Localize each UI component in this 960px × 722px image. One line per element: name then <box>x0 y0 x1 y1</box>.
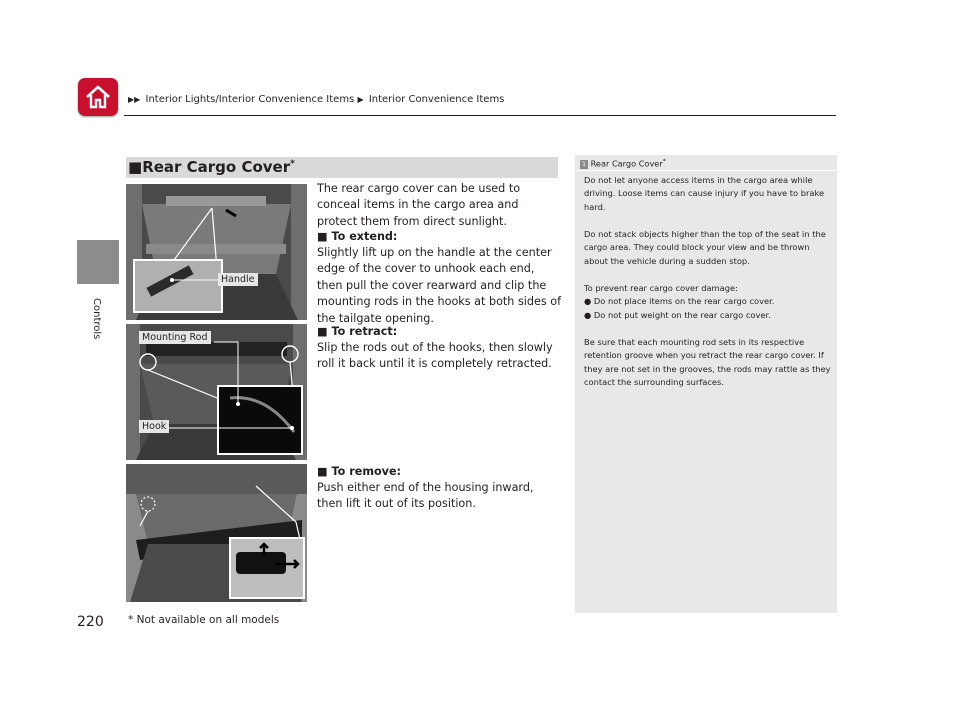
info-divider <box>576 170 836 171</box>
asterisk-mark: * <box>290 159 295 169</box>
footnote: * Not available on all models <box>128 614 280 626</box>
info-paragraph: Be sure that each mounting rod sets in its respective retention groove when you retract the rear cargo cover. If they are not set in the grooves, the rods may rattle as they contact the surrounding surfaces. <box>584 337 831 388</box>
chapter-label: Controls <box>91 298 102 340</box>
list-item-text: Do not put weight on the rear cargo cover. <box>593 309 771 320</box>
info-paragraph: Do not stack objects higher than the top of the seat in the cargo area. They could block your view and be thrown about the vehicle during a sudden stop. <box>584 229 826 266</box>
list-item <box>584 309 834 322</box>
mounting-rod-callout: Mounting Rod <box>139 331 211 344</box>
retract-photo <box>126 324 307 460</box>
subsection-marker-icon: ■ <box>317 325 328 338</box>
cargo-area-illustration <box>126 464 307 602</box>
cargo-area-illustration <box>126 184 307 320</box>
info-ref-icon: 1 <box>580 160 588 169</box>
section-marker-icon: ■ <box>128 158 143 176</box>
breadcrumb <box>128 94 504 105</box>
bullet-icon: ● <box>584 296 592 307</box>
handle-callout: Handle <box>218 273 258 286</box>
breadcrumb-item[interactable]: Interior Convenience Items <box>368 94 505 105</box>
page-number: 220 <box>77 614 104 630</box>
cargo-area-illustration <box>126 324 307 460</box>
header-divider <box>124 115 836 116</box>
list-item-text: Do not place items on the rear cargo cover. <box>593 296 775 307</box>
info-paragraph: Do not let anyone access items in the cargo area while driving. Loose items can cause injury if you have to brake hard. <box>584 175 825 212</box>
info-paragraph <box>584 282 834 322</box>
remove-heading-text: To remove: <box>331 465 402 478</box>
asterisk-mark: * <box>662 158 666 165</box>
breadcrumb-arrow-icon: ▶ <box>357 95 364 104</box>
subsection-marker-icon: ■ <box>317 230 328 243</box>
retract-heading <box>317 324 397 340</box>
bullet-icon: ● <box>584 309 592 320</box>
retract-heading-text: To retract: <box>331 325 398 338</box>
home-button[interactable] <box>78 78 118 116</box>
breadcrumb-item[interactable]: Interior Lights/Interior Convenience Items <box>145 94 355 105</box>
extend-heading <box>317 229 397 245</box>
chapter-tab <box>77 240 119 284</box>
subsection-marker-icon: ■ <box>317 465 328 478</box>
extend-heading-text: To extend: <box>331 230 398 243</box>
retract-paragraph: Slip the rods out of the hooks, then slowly roll it back until it is completely retracted. <box>317 341 553 371</box>
hook-callout: Hook <box>139 420 169 433</box>
remove-photo <box>126 464 307 602</box>
extend-paragraph: Slightly lift up on the handle at the center edge of the cover to unhook each end, then pull the cover rearward and clip the mounting rods in the hooks at both sides of the tailgate opening. <box>317 246 562 325</box>
home-icon <box>84 84 112 110</box>
info-title <box>580 158 666 169</box>
intro-paragraph: The rear cargo cover can be used to conceal items in the cargo area and protect them from direct sunlight. <box>317 182 521 228</box>
section-title-text: Rear Cargo Cover <box>142 158 291 176</box>
breadcrumb-arrow-icon: ▶▶ <box>128 95 141 104</box>
info-title-text: Rear Cargo Cover <box>590 158 663 169</box>
extend-photo <box>126 184 307 320</box>
info-list-intro: To prevent rear cargo cover damage: <box>584 283 738 293</box>
list-item <box>584 295 834 308</box>
section-title <box>128 158 295 176</box>
remove-heading <box>317 464 401 480</box>
remove-paragraph: Push either end of the housing inward, then lift it out of its position. <box>317 481 534 511</box>
